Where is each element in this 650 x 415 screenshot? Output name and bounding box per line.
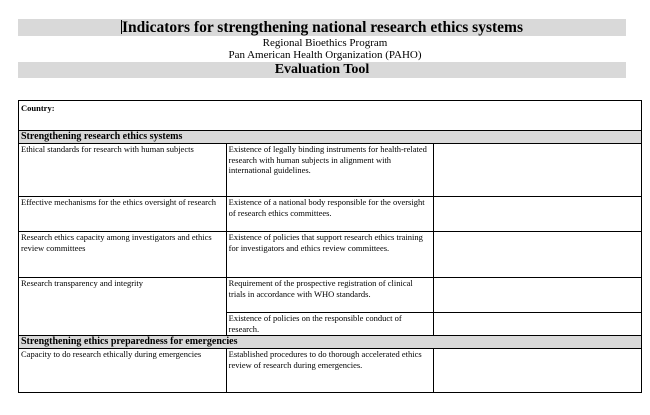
criteria-cell[interactable]: Existence of a national body responsible for the oversight of research ethics committees. — [226, 197, 434, 232]
evaluation-tool-heading: Evaluation Tool — [18, 62, 626, 78]
response-cell[interactable] — [434, 278, 642, 313]
table-row — [19, 232, 642, 278]
program-name: Regional Bioethics Program — [262, 37, 388, 49]
indicator-cell[interactable]: Research ethics capacity among investigators and ethics review committees — [19, 232, 227, 278]
table-row — [19, 349, 642, 393]
section-heading-row — [19, 336, 642, 349]
document-title-text: Indicators for strengthening national research ethics systems — [122, 19, 523, 36]
criteria-cell[interactable]: Existence of legally binding instruments for health-related research with human subjects in alignment with international guidelines. — [226, 144, 434, 197]
criteria-cell[interactable]: Established procedures to do thorough accelerated ethics review of research during emergencies. — [226, 349, 434, 393]
country-label[interactable]: Country: — [19, 101, 642, 131]
indicator-cell[interactable]: Research transparency and integrity — [19, 278, 227, 336]
table-row — [19, 144, 642, 197]
response-cell[interactable] — [434, 197, 642, 232]
response-cell[interactable] — [434, 232, 642, 278]
response-cell[interactable] — [434, 349, 642, 393]
response-cell[interactable] — [434, 313, 642, 336]
table-row — [19, 197, 642, 232]
country-row — [19, 101, 642, 131]
indicator-cell[interactable]: Capacity to do research ethically during emergencies — [19, 349, 227, 393]
organization-name: Pan American Health Organization (PAHO) — [228, 49, 422, 61]
criteria-cell[interactable]: Existence of policies that support research ethics training for investigators and ethics review committees. — [226, 232, 434, 278]
indicators-table — [18, 100, 642, 393]
indicator-cell[interactable]: Effective mechanisms for the ethics oversight of research — [19, 197, 227, 232]
criteria-cell[interactable]: Existence of policies on the responsible conduct of research. — [226, 313, 434, 336]
document-title — [18, 19, 626, 36]
section-heading: Strengthening ethics preparedness for emergencies — [19, 336, 642, 349]
section-heading: Strengthening research ethics systems — [19, 131, 642, 144]
table-row — [19, 278, 642, 313]
response-cell[interactable] — [434, 144, 642, 197]
criteria-cell[interactable]: Requirement of the prospective registration of clinical trials in accordance with WHO standards. — [226, 278, 434, 313]
indicator-cell[interactable]: Ethical standards for research with human subjects — [19, 144, 227, 197]
section-heading-row — [19, 131, 642, 144]
